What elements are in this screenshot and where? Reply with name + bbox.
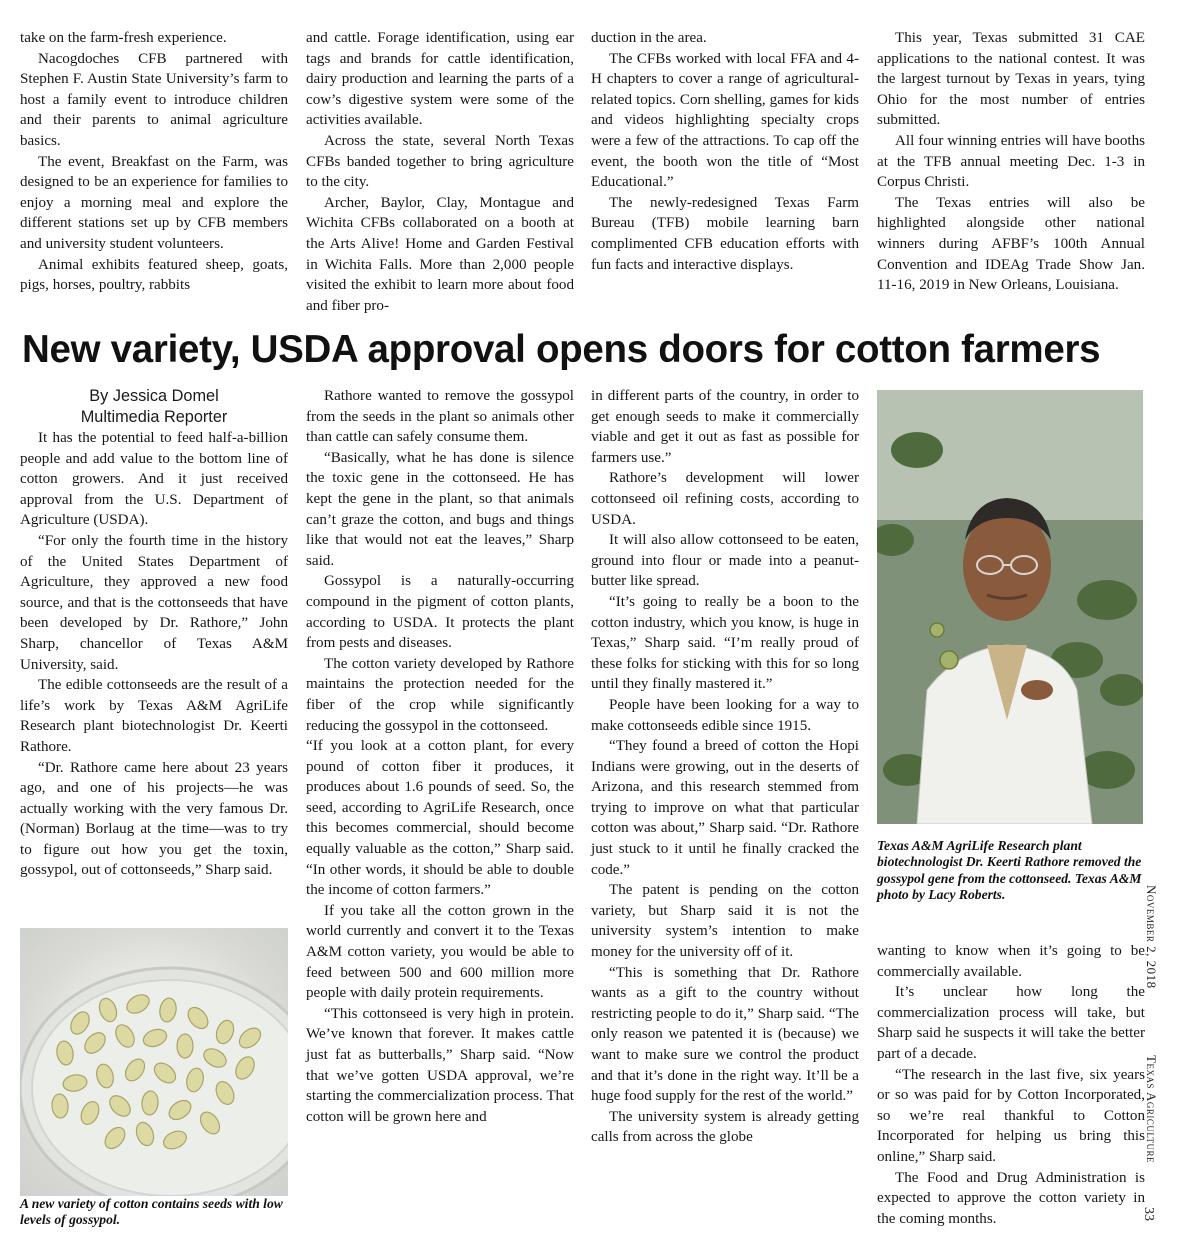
issue-date: November 2, 2018 — [1144, 885, 1159, 989]
body-paragraph: take on the farm-fresh experience. — [20, 30, 227, 46]
seeds-photo-caption: A new variety of cotton contains seeds with low levels of gossypol. — [20, 1196, 283, 1228]
body-paragraph: It has the potential to feed half-a-billion people and add value to the bottom line of cotton growers. And it just received approval from the U.S. Department of Agriculture (USDA). — [20, 430, 288, 529]
article-column-1 — [20, 428, 288, 881]
body-paragraph: People have been looking for a way to make cottonseeds edible since 1915. — [591, 696, 859, 734]
page-number: 33 — [1141, 1207, 1156, 1221]
body-paragraph: Rathore wanted to remove the gossypol from the seeds in the plant so animals other than cattle can safely consume them. — [306, 388, 574, 446]
body-paragraph: It will also allow cottonseed to be eaten, ground into flour or made into a peanut-butter like spread. — [591, 532, 859, 590]
body-paragraph: Archer, Baylor, Clay, Montague and Wichita CFBs collaborated on a booth at the Arts Alive! Home and Garden Festival in Wichita Falls. More than 2,000 people visited the exhibit to learn more about food and fiber pro- — [306, 194, 574, 314]
top-column-1 — [20, 28, 288, 296]
body-paragraph: Rathore’s development will lower cottonseed oil refining costs, according to USDA. — [591, 470, 859, 528]
folio-sidebar — [1135, 885, 1165, 1225]
body-paragraph: “The research in the last five, six years or so was paid for by Cotton Incorporated, so we’re real thankful to Cotton Incorporated for helping us bring this online,” Sharp said. — [877, 1066, 1145, 1165]
body-paragraph: The patent is pending on the cotton variety, but Sharp said it is not the university system’s intention to make money for the university off of it. — [591, 882, 859, 961]
body-paragraph: All four winning entries will have booths at the TFB annual meeting Dec. 1-3 in Corpus Christi. — [877, 132, 1145, 191]
cottonseed-petri-dish-photo — [20, 928, 288, 1196]
body-paragraph: “For only the fourth time in the history of the United States Department of Agriculture, they approved a new food source, and that is the cottonseeds that have been developed by Dr. Rathore,” John Sharp, chancellor of Texas A&M University, said. — [20, 532, 288, 673]
body-paragraph: The CFBs worked with local FFA and 4-H chapters to cover a range of agricultural-related topics. Corn shelling, games for kids and videos highlighting specialty crops were a few of the attractions. To cap off the event, the booth won the title of “Most Educational.” — [591, 50, 859, 191]
body-paragraph: The Texas entries will also be highlighted alongside other national winners during AFBF’s 100th Annual Convention and IDEAg Trade Show Jan. 11-16, 2019 in New Orleans, Louisiana. — [877, 194, 1145, 294]
body-paragraph: in different parts of the country, in order to get enough seeds to make it commercially viable and get it out as fast as possible for farmers use.” — [591, 388, 859, 466]
body-paragraph: The event, Breakfast on the Farm, was designed to be an experience for families to enjoy a morning meal and explore the different stations set up by CFB members and university student volunteers. — [20, 153, 288, 252]
body-paragraph: “Dr. Rathore came here about 23 years ago, and one of his projects—he was actually working with the very famous Dr. (Norman) Borlaug at the time—was to try to figure out how you get the toxin, gossypol, out of cottonseeds,” Sharp said. — [20, 759, 288, 879]
body-paragraph: The Food and Drug Administration is expected to approve the cotton variety in the coming months. — [877, 1169, 1145, 1227]
top-column-2 — [306, 28, 574, 316]
publication-name: Texas Agriculture — [1144, 1055, 1159, 1164]
body-paragraph: “This cottonseed is very high in protein. We’ve known that forever. It makes cattle just fat as butterballs,” Sharp said. “Now that we’ve gotten USDA approval, we’re starting the commercialization process. That cotton will be grown here and — [306, 1005, 574, 1125]
body-paragraph: The cotton variety developed by Rathore maintains the protection needed for the fiber of the crop while significantly reducing the gossypol in the cottonseed. — [306, 655, 574, 734]
article-column-2 — [306, 386, 574, 1127]
body-paragraph: “If you look at a cotton plant, for every pound of cotton fiber it produces, it produces about 1.6 pounds of seed. So, the seed, according to AgriLife Research, once this becomes commercial, should become equally valuable as the cotton,” Sharp said. “In other words, it should be able to double the income of cotton farmers.” — [306, 738, 574, 899]
body-paragraph: Gossypol is a naturally-occurring compound in the pigment of cotton plants, according to USDA. It protects the plant from pests and diseases. — [306, 573, 574, 652]
body-paragraph: The university system is already getting calls from across the globe — [591, 1108, 859, 1146]
body-paragraph: The edible cottonseeds are the result of a life’s work by Texas A&M AgriLife Research plant biotechnologist Dr. Keerti Rathore. — [20, 677, 288, 755]
body-paragraph: duction in the area. — [591, 30, 707, 46]
body-paragraph: It’s unclear how long the commercialization process will take, but Sharp said he suspects it will take the better part of a decade. — [877, 984, 1145, 1062]
scientist-illustration — [877, 390, 1143, 824]
body-paragraph: “This is something that Dr. Rathore wants as a gift to the country without restricting people to do it,” Sharp said. “The only reason we patented it is (because) we want to make sure we control the product and that it’s done in the right way. It’ll be a huge food supply for the rest of the world.” — [591, 964, 859, 1105]
body-paragraph: The newly-redesigned Texas Farm Bureau (TFB) mobile learning barn complimented CFB education efforts with fun facts and interactive displays. — [591, 194, 859, 273]
body-paragraph: “It’s going to really be a boon to the cotton industry, which you know, is huge in Texas,” Sharp said. “I’m really proud of these folks for sticking with this for so long until they finally mastered it.” — [591, 593, 859, 693]
body-paragraph: “Basically, what he has done is silence the toxic gene in the cottonseed. He has kept the gene in the plant, so that animals can’t graze the cotton, and bugs and things like that would not eat the leaves,” Sharp said. — [306, 449, 574, 569]
scientist-cotton-plant-photo — [877, 390, 1143, 824]
body-paragraph: wanting to know when it’s going to be commercially available. — [877, 943, 1145, 980]
article-column-4 — [877, 941, 1145, 1229]
body-paragraph: “They found a breed of cotton the Hopi Indians were growing, out in the deserts of Arizona, and this research stemmed from trying to improve on what that particular cotton was about,” Sharp said. “Dr. Rathore just stuck to it until he finally cracked the code.” — [591, 738, 859, 878]
article-headline: New variety, USDA approval opens doors for cotton farmers — [22, 328, 1101, 371]
body-paragraph: This year, Texas submitted 31 CAE applications to the national contest. It was the largest turnout by Texas in years, tying Ohio for the most number of entries submitted. — [877, 30, 1145, 129]
body-paragraph: Animal exhibits featured sheep, goats, pigs, horses, poultry, rabbits — [20, 256, 288, 294]
top-column-4 — [877, 28, 1145, 296]
body-paragraph: If you take all the cotton grown in the world currently and convert it to the Texas A&M cotton variety, you would be able to feed between 500 and 600 million more people with daily protein requirements. — [306, 902, 574, 1002]
body-paragraph: Across the state, several North Texas CFBs banded together to bring agriculture to the city. — [306, 132, 574, 191]
body-paragraph: Nacogdoches CFB partnered with Stephen F. Austin State University’s farm to host a family event to introduce children and their parents to animal agriculture basics. — [20, 50, 288, 149]
byline — [20, 386, 288, 428]
petri-dish-illustration — [20, 928, 288, 1196]
byline-title: Multimedia Reporter — [80, 408, 228, 426]
scientist-photo-caption: Texas A&M AgriLife Research plant biotechnologist Dr. Keerti Rathore removed the gossypol gene from the cottonseed. Texas A&M photo by Lacy Roberts. — [877, 838, 1142, 903]
article-column-3 — [591, 386, 859, 1148]
top-column-3 — [591, 28, 859, 275]
body-paragraph: and cattle. Forage identification, using ear tags and brands for cattle identification, dairy production and learning the parts of a cow’s digestive system were some of the activities available. — [306, 30, 574, 129]
byline-name: By Jessica Domel — [89, 387, 219, 405]
